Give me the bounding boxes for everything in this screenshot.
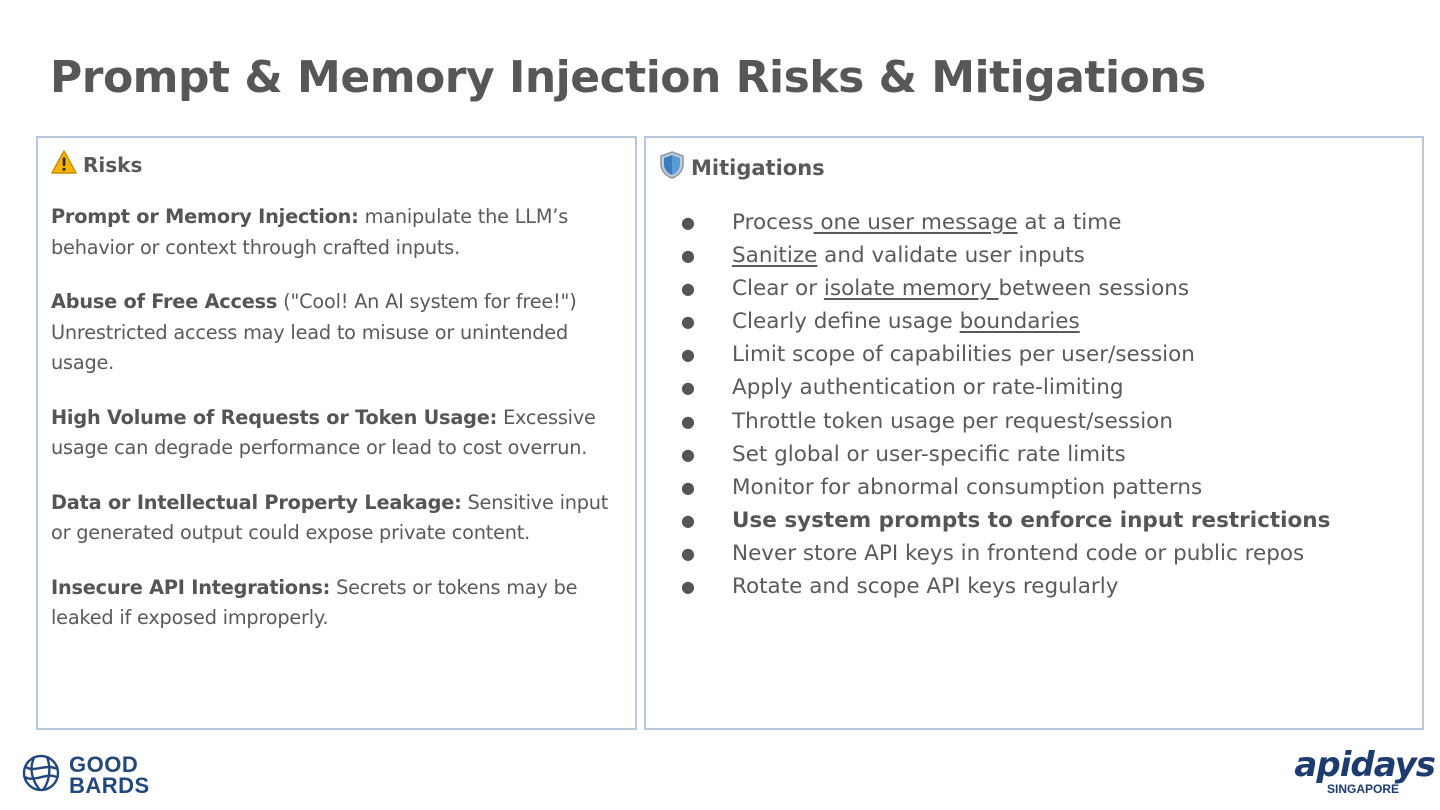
bullet-icon: ● [681, 444, 695, 464]
mitigation-text: Clearly define usage [732, 309, 960, 335]
mitigation-text: Rotate and scope API keys regularly [732, 574, 1119, 600]
apidays-logo [1290, 745, 1435, 796]
apidays-wordmark: apidays [1294, 745, 1435, 785]
mitigation-item [646, 239, 1330, 272]
mitigations-list [646, 206, 1330, 603]
mitigation-item [646, 438, 1330, 471]
risks-list [51, 202, 626, 658]
risk-label: Insecure API Integrations: [51, 575, 331, 599]
mitigation-emphasis: Sanitize [732, 243, 818, 269]
mitigation-text: Process [732, 210, 814, 235]
warning-icon [51, 150, 77, 179]
mitigation-emphasis: one user message [813, 210, 1018, 235]
mitigations-panel [644, 136, 1424, 730]
risk-item [51, 488, 626, 549]
goodbards-line1: GOOD [69, 752, 139, 777]
mitigation-text: Throttle token usage per request/session [732, 408, 1173, 434]
bullet-icon: ● [681, 246, 695, 266]
mitigation-text: Apply authentication or rate-limiting [732, 375, 1124, 401]
slide-title: Prompt & Memory Injection Risks & Mitigations [50, 52, 1206, 103]
bullet-icon: ● [681, 312, 695, 332]
mitigation-text: and validate user inputs [817, 243, 1085, 269]
mitigation-text: Clear or [732, 276, 824, 302]
mitigation-item [646, 537, 1330, 570]
risk-label: Prompt or Memory Injection: [51, 205, 359, 228]
bullet-icon: ● [681, 477, 695, 497]
mitigation-item [646, 371, 1330, 404]
mitigation-item [646, 504, 1330, 537]
mitigation-item [646, 471, 1330, 504]
bullet-icon: ● [681, 279, 695, 299]
globe-icon [20, 753, 62, 797]
risks-heading-label: Risks [83, 152, 143, 177]
mitigation-item [646, 405, 1330, 438]
mitigation-item [646, 570, 1330, 603]
risk-text: Excessive usage can degrade performance or lead to cost overrun. [51, 405, 596, 459]
bullet-icon: ● [681, 411, 695, 431]
mitigation-item [646, 206, 1330, 239]
risk-text: ("Cool! An AI system for free!") Unrestricted access may lead to misuse or unintended usage. [51, 290, 577, 374]
risk-item [51, 403, 626, 464]
risk-item [51, 287, 626, 379]
risks-heading [51, 150, 142, 179]
goodbards-logo [20, 753, 150, 797]
bullet-icon: ● [681, 510, 695, 530]
mitigation-text: Use system prompts to enforce input restrictions [732, 507, 1331, 533]
mitigation-text: at a time [1017, 210, 1122, 235]
mitigation-emphasis: isolate memory [823, 276, 999, 302]
goodbards-line2: BARDS [69, 773, 150, 798]
mitigation-text: between sessions [998, 276, 1190, 302]
risk-item [51, 573, 626, 634]
mitigation-item [646, 338, 1330, 371]
bullet-icon: ● [681, 577, 695, 597]
risk-label: Data or Intellectual Property Leakage: [51, 490, 462, 514]
risks-panel [36, 136, 637, 730]
bullet-icon: ● [681, 543, 695, 563]
shield-icon [659, 151, 685, 184]
mitigations-heading [659, 151, 825, 184]
risk-text: Secrets or tokens may be leaked if exposed improperly. [51, 575, 578, 629]
mitigation-item [646, 272, 1330, 305]
apidays-city: SINGAPORE [1326, 782, 1399, 796]
risk-label: Abuse of Free Access [51, 290, 278, 313]
mitigation-text: Monitor for abnormal consumption patterns [732, 474, 1203, 500]
mitigation-text: Set global or user-specific rate limits [732, 441, 1126, 467]
bullet-icon: ● [681, 213, 695, 232]
bullet-icon: ● [681, 345, 695, 365]
risk-text: Sensitive input or generated output could expose private content. [51, 490, 609, 544]
risk-text: manipulate the LLM’s behavior or context through crafted inputs. [51, 205, 569, 259]
mitigation-text: Limit scope of capabilities per user/session [732, 342, 1195, 368]
bullet-icon: ● [681, 378, 695, 398]
mitigations-heading-label: Mitigations [691, 155, 825, 180]
mitigation-item [646, 305, 1330, 338]
mitigation-emphasis: boundaries [959, 309, 1080, 335]
risk-item [51, 202, 626, 263]
mitigation-text: Never store API keys in frontend code or public repos [732, 540, 1305, 566]
risk-label: High Volume of Requests or Token Usage: [51, 405, 498, 429]
